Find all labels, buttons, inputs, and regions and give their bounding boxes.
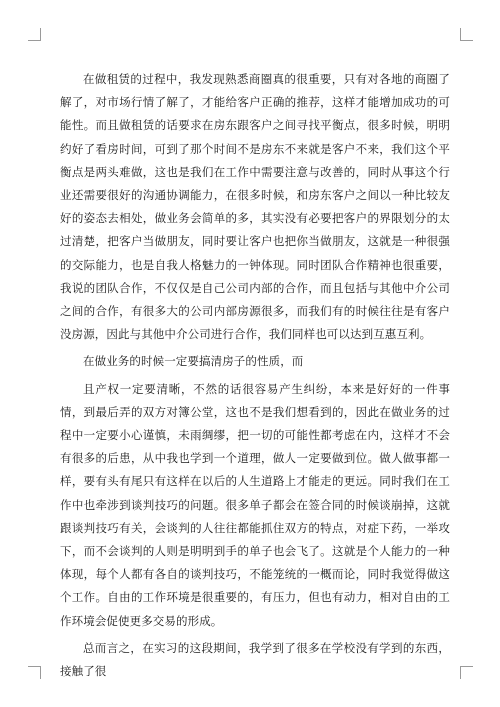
paragraph: 在做业务的时候一定要搞清房子的性质，而 — [83, 354, 304, 369]
crop-mark-top-right — [460, 28, 473, 41]
crop-mark-bottom-left — [28, 666, 41, 679]
paragraph: 且产权一定要清晰，不然的话很容易产生纠纷，本来是好好的一件事情，到最后弄的双方对簿公堂，这也不是我们想看到的，因此在做业务的过程中一定要小心谨慎，未雨绸缪，把一切的可能性都考虑在内，这样才不会有很多的后患，从中我也学到一个道理，做人一定要做到位。做人做事都一样，要有头有尾只有这样在以后的人生道路上才能走的更远。同时我们在工作中也牵涉到谈判技巧的问题。很多单子都会在签合同的时候谈崩掉，这就跟谈判技巧有关，会谈判的人往往都能抓住双方的特点，对症下药，一举攻下，而不会谈判的人则是明明到手的单子也会飞了。这就是个人能力的一种体现，每个人都有各自的谈判技巧，不能笼统的一概而论，同时我觉得做这个工作。自由的工作环境是很重要的，有压力，但也有动力，相对自由的工作环境会促使更多交易的形成。 — [60, 381, 450, 628]
paragraph: 在做租赁的过程中，我发现熟悉商圈真的很重要，只有对各地的商圈了解了，对市场行情了解了，才能给客户正确的推荐，这样才能增加成功的可能性。而且做租赁的话要求在房东跟客户之间寻找平衡点，很多时候，明明约好了看房时间，可到了那个时间不是房东不来就是客户不来，我们这个平衡点是两头难做，这也是我们在工作中需要注意与改善的，同时从事这个行业还需要很好的沟通协调能力，在很多时候，和房东客户之间以一种比较友好的姿态去相处，做业务会简单的多，其实没有必要把客户的界限划分的太过清楚，把客户当做朋友，同时要让客户也把你当做朋友，这就是一种很强的交际能力，也是自我人格魅力的一钟体现。同时团队合作精神也很重要，我说的团队合作，不仅仅是自己公司内部的合作，而且包括与其他中介公司之间的合作，有很多大的公司内部房源很多，而我们有的时候往往是有客户没房源，因此与其他中介公司进行合作，我们同样也可以达到互惠互利。 — [60, 72, 450, 342]
paragraph: 总而言之，在实习的这段期间，我学到了很多在学校没有学到的东西，接触了很 — [60, 640, 450, 679]
crop-mark-bottom-right — [460, 666, 473, 679]
document-body — [60, 68, 450, 687]
crop-mark-top-left — [28, 28, 41, 41]
